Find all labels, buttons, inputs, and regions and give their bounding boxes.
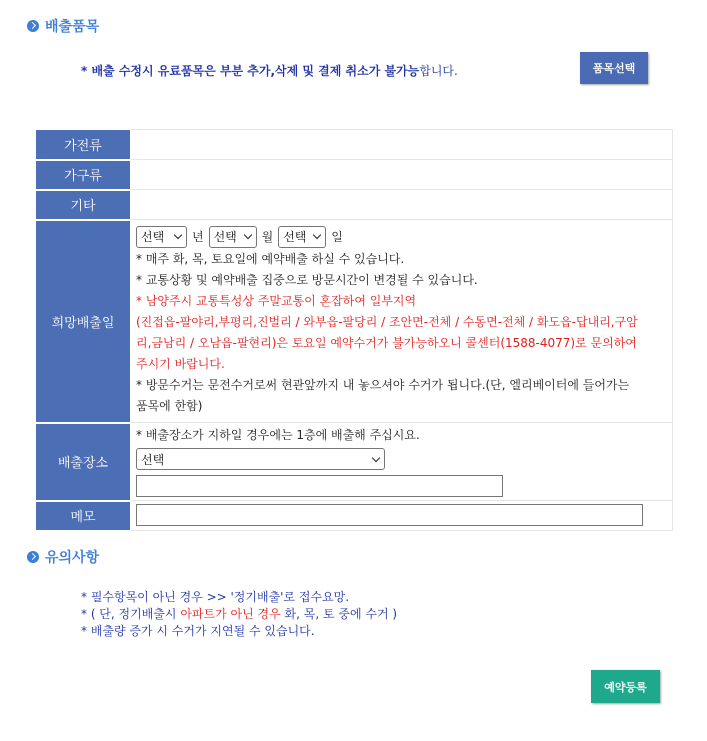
warning-line: 남양주시 교통특성상 주말교통이 혼잡하여 일부지역 — [142, 294, 417, 308]
chevron-circle-icon — [27, 551, 39, 563]
row-header-appliances: 가전류 — [36, 130, 131, 160]
memo-input[interactable] — [136, 504, 643, 526]
table-row — [36, 130, 673, 160]
disposal-place-cell — [131, 423, 673, 501]
section-title-notes: 유의사항 — [45, 550, 100, 566]
year-select[interactable] — [136, 226, 187, 248]
month-select[interactable] — [209, 226, 257, 248]
date-note-days: * 매주 화, 목, 토요일에 예약배출 하실 수 있습니다. — [136, 252, 405, 266]
visit-note-line: * 방문수거는 문전수거로써 현관앞까지 내 놓으셔야 수거가 됩니다.(단, 엘리베이터에 들어가는 — [136, 378, 630, 392]
day-select-value: 선택 — [283, 230, 307, 244]
table-row — [36, 501, 673, 531]
warning-line: (진접읍-팔야리,부평리,진벌리 / 와부읍-팔당리 / 조안면-전체 / 수동면-전체 / 화도읍-답내리,구암 — [136, 315, 638, 329]
year-select-value: 선택 — [141, 230, 165, 244]
section-title-items: 배출품목 — [45, 19, 100, 35]
place-select-value: 선택 — [141, 452, 165, 467]
section-header-notes — [27, 547, 99, 567]
date-note-traffic: * 교통상황 및 예약배출 집중으로 방문시간이 변경될 수 있습니다. — [136, 273, 478, 287]
edit-warning — [81, 62, 458, 79]
notice-line: * 배출량 증가 시 수거가 지연될 수 있습니다. — [81, 624, 315, 638]
notice-text-red: 아파트가 아닌 경우 — [180, 607, 281, 621]
chevron-down-icon — [313, 231, 321, 239]
warning-line: 리,금남리 / 오남읍-팔현리)은 토요일 예약수거가 불가능하오니 콜센터(1588-4077)로 문의하여 — [136, 336, 637, 350]
day-select[interactable] — [278, 226, 326, 248]
chevron-down-icon — [372, 453, 380, 461]
disposal-form-table — [35, 129, 673, 532]
table-row — [36, 220, 673, 423]
table-row — [36, 423, 673, 501]
notice-line: * 필수항목이 아닌 경우 >> '정기배출'로 접수요망. — [81, 590, 350, 604]
warning-star: * — [136, 294, 142, 308]
notice-line — [81, 606, 397, 623]
row-header-memo: 메모 — [36, 501, 131, 531]
place-note: * 배출장소가 지하일 경우에는 1층에 배출해 주십시요. — [136, 428, 420, 442]
year-unit: 년 — [192, 230, 204, 244]
memo-cell — [131, 501, 673, 531]
reserve-button[interactable]: 예약등록 — [591, 670, 660, 703]
row-header-furniture: 가구류 — [36, 160, 131, 190]
date-note-weekend-warning — [136, 291, 668, 312]
place-detail-input[interactable] — [136, 475, 503, 497]
place-select[interactable] — [136, 448, 385, 470]
table-row — [36, 190, 673, 220]
appliances-value — [131, 130, 673, 160]
section-header-items — [27, 16, 99, 36]
notice-list — [81, 589, 397, 640]
chevron-down-icon — [174, 231, 182, 239]
notice-text: 화, 목, 토 중에 수거 ) — [280, 607, 398, 621]
edit-warning-tail: 합니다. — [419, 64, 458, 78]
month-unit: 월 — [261, 230, 274, 244]
row-header-desired-date: 희망배출일 — [36, 220, 131, 423]
table-row — [36, 160, 673, 190]
etc-value — [131, 190, 673, 220]
row-header-disposal-place: 배출장소 — [36, 423, 131, 501]
month-select-value: 선택 — [213, 230, 237, 244]
chevron-down-icon — [243, 231, 251, 239]
row-header-etc: 기타 — [36, 190, 131, 220]
date-selectors — [136, 224, 668, 249]
edit-warning-bold: * 배출 수정시 유료품목은 부분 추가,삭제 및 결제 취소가 불가능 — [81, 64, 420, 78]
desired-date-cell — [131, 220, 673, 423]
chevron-circle-icon — [27, 20, 39, 32]
warning-line: 주시기 바랍니다. — [136, 357, 225, 371]
visit-note-line: 품목에 한함) — [136, 399, 203, 413]
day-unit: 일 — [331, 230, 343, 244]
furniture-value — [131, 160, 673, 190]
select-items-button[interactable]: 품목선택 — [580, 52, 648, 84]
notice-text: * ( 단, 정기배출시 — [81, 607, 181, 621]
